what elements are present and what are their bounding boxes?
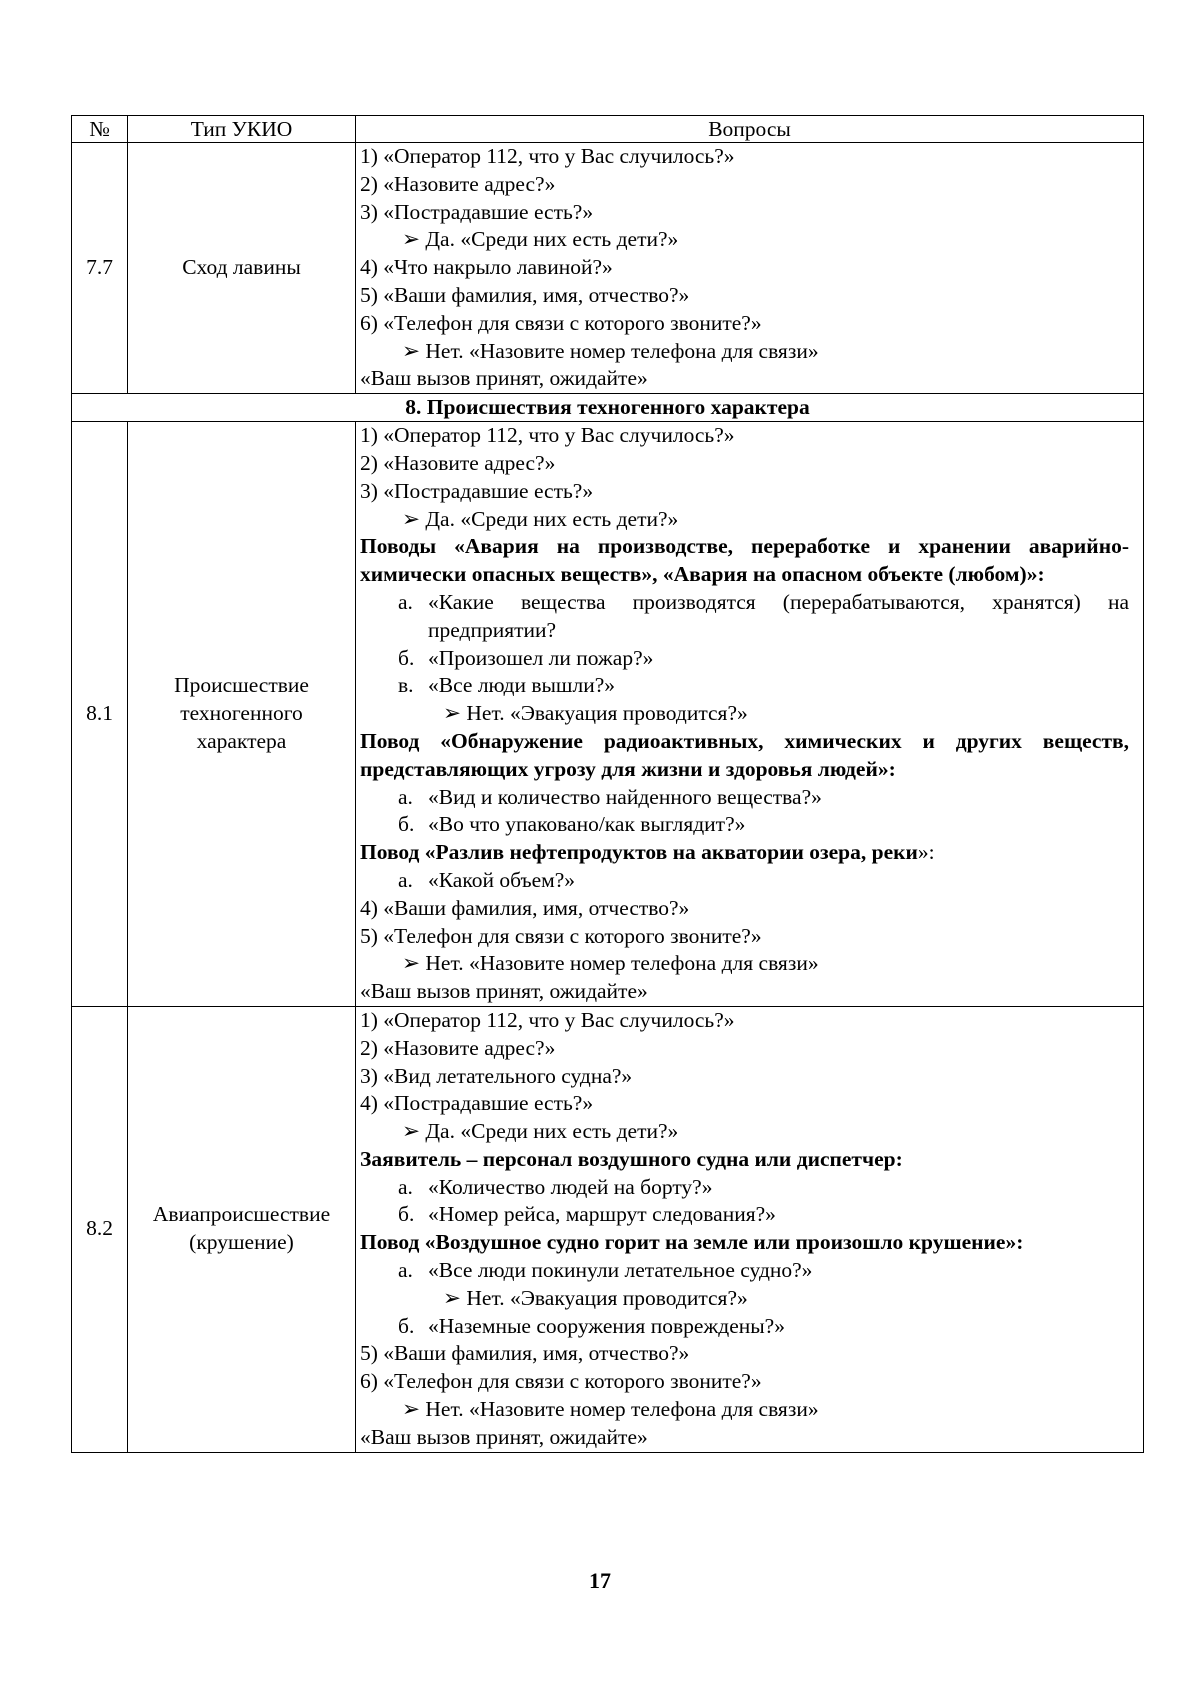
row-type: Сход лавины bbox=[128, 143, 356, 394]
sub-marker: в. bbox=[398, 673, 414, 698]
arrow-bullet-icon: ➢ bbox=[443, 1285, 462, 1310]
question-text: Да. «Среди них есть дети?» bbox=[425, 506, 679, 531]
sub-text: «Все люди покинули летательное судно?» bbox=[428, 1258, 813, 1283]
table-row-7-7 bbox=[72, 143, 1144, 394]
row-type-line: характера bbox=[196, 728, 287, 753]
question-text: Нет. «Назовите номер телефона для связи» bbox=[425, 1397, 819, 1422]
sub-marker: а. bbox=[398, 784, 413, 809]
question-line: 6) «Телефон для связи с которого звоните?» bbox=[360, 310, 762, 335]
question-line: 1) «Оператор 112, что у Вас случилось?» bbox=[360, 423, 735, 448]
row-type-line: Авиапроисшествие bbox=[152, 1202, 331, 1227]
arrow-line bbox=[360, 1285, 1129, 1313]
row-type-line: Происшествие bbox=[174, 673, 309, 698]
arrow-line bbox=[360, 1396, 1129, 1424]
question-text: Да. «Среди них есть дети?» bbox=[425, 227, 679, 252]
sub-marker: б. bbox=[398, 1202, 415, 1227]
question-line: 3) «Вид летательного судна?» bbox=[360, 1063, 633, 1088]
sub-item bbox=[360, 784, 1129, 812]
arrow-bullet-icon: ➢ bbox=[402, 1119, 421, 1144]
question-line: 2) «Назовите адрес?» bbox=[360, 1035, 556, 1060]
question-line: 1) «Оператор 112, что у Вас случилось?» bbox=[360, 1007, 735, 1032]
arrow-line bbox=[360, 950, 1129, 978]
table-row-8-1 bbox=[72, 422, 1144, 1007]
question-text: Да. «Среди них есть дети?» bbox=[425, 1119, 679, 1144]
sub-marker: а. bbox=[398, 1174, 413, 1199]
header-type: Тип УКИО bbox=[128, 116, 356, 143]
question-line: 6) «Телефон для связи с которого звоните?» bbox=[360, 1369, 762, 1394]
row-type-line: (крушение) bbox=[189, 1230, 294, 1255]
row-type bbox=[128, 422, 356, 1007]
arrow-bullet-icon: ➢ bbox=[402, 227, 421, 252]
row-type-line: техногенного bbox=[180, 701, 303, 726]
sub-marker: а. bbox=[398, 867, 413, 892]
sub-item bbox=[360, 867, 1129, 895]
sub-marker: а. bbox=[398, 1258, 413, 1283]
question-text: Нет. «Эвакуация проводится?» bbox=[466, 701, 748, 726]
arrow-bullet-icon: ➢ bbox=[402, 1397, 421, 1422]
question-line: 4) «Что накрыло лавиной?» bbox=[360, 255, 613, 280]
row-number: 7.7 bbox=[72, 143, 128, 394]
sub-text: «Количество людей на борту?» bbox=[428, 1174, 713, 1199]
question-text: Нет. «Назовите номер телефона для связи» bbox=[425, 338, 819, 363]
question-text: Нет. «Назовите номер телефона для связи» bbox=[425, 951, 819, 976]
arrow-line bbox=[360, 1118, 1129, 1146]
question-line: «Ваш вызов принят, ожидайте» bbox=[360, 979, 648, 1004]
arrow-line bbox=[360, 226, 1129, 254]
reason-heading bbox=[360, 839, 1129, 867]
section-row-8 bbox=[72, 394, 1144, 422]
sub-marker: б. bbox=[398, 1313, 415, 1338]
header-number: № bbox=[72, 116, 128, 143]
question-line: 2) «Назовите адрес?» bbox=[360, 450, 556, 475]
reason-heading: Повод «Обнаружение радиоактивных, химических и других веществ, представляющих угрозу для жизни и здоровья людей»: bbox=[360, 728, 1129, 781]
question-line: 4) «Ваши фамилия, имя, отчество?» bbox=[360, 895, 690, 920]
sub-text: «Номер рейса, маршрут следования?» bbox=[428, 1202, 776, 1227]
reason-heading: Повод «Воздушное судно горит на земле или произошло крушение»: bbox=[360, 1230, 1024, 1255]
arrow-bullet-icon: ➢ bbox=[402, 506, 421, 531]
question-line: «Ваш вызов принят, ожидайте» bbox=[360, 1424, 648, 1449]
table-row-8-2 bbox=[72, 1006, 1144, 1452]
sub-item bbox=[360, 589, 1129, 645]
header-questions: Вопросы bbox=[356, 116, 1144, 143]
sub-item bbox=[360, 811, 1129, 839]
question-line: 5) «Ваши фамилия, имя, отчество?» bbox=[360, 1341, 690, 1366]
row-questions bbox=[356, 1006, 1144, 1452]
arrow-bullet-icon: ➢ bbox=[402, 338, 421, 363]
arrow-line bbox=[360, 338, 1129, 366]
row-type bbox=[128, 1006, 356, 1452]
sub-marker: б. bbox=[398, 645, 415, 670]
table-header-row bbox=[72, 116, 1144, 143]
sub-text: «Наземные сооружения повреждены?» bbox=[428, 1313, 785, 1338]
question-line: 3) «Пострадавшие есть?» bbox=[360, 199, 594, 224]
sub-text: «Какие вещества производятся (перерабатываются, хранятся) на предприятии? bbox=[428, 589, 1129, 642]
sub-marker: б. bbox=[398, 812, 415, 837]
arrow-bullet-icon: ➢ bbox=[402, 951, 421, 976]
arrow-line bbox=[360, 700, 1129, 728]
questions-table bbox=[71, 115, 1144, 1453]
reason-heading-tail: »: bbox=[917, 840, 935, 865]
sub-marker: а. bbox=[398, 589, 413, 614]
reason-heading: химически опасных веществ», «Авария на опасном объекте (любом)»: bbox=[360, 562, 1045, 587]
question-line: 5) «Ваши фамилия, имя, отчество?» bbox=[360, 282, 690, 307]
section-title: 8. Происшествия техногенного характера bbox=[72, 394, 1144, 422]
sub-item bbox=[360, 672, 1129, 700]
applicant-heading: Заявитель – персонал воздушного судна или диспетчер: bbox=[360, 1146, 903, 1171]
question-line: 3) «Пострадавшие есть?» bbox=[360, 478, 594, 503]
sub-item bbox=[360, 1313, 1129, 1341]
question-line: «Ваш вызов принят, ожидайте» bbox=[360, 366, 648, 391]
row-questions bbox=[356, 143, 1144, 394]
sub-item bbox=[360, 645, 1129, 673]
row-number: 8.2 bbox=[72, 1006, 128, 1452]
question-line: 4) «Пострадавшие есть?» bbox=[360, 1091, 594, 1116]
reason-heading-bold: Повод «Разлив нефтепродуктов на акватории озера, реки bbox=[360, 840, 918, 865]
reason-heading: Поводы «Авария на производстве, переработке и хранении аварийно- bbox=[360, 534, 1129, 559]
question-line: 5) «Телефон для связи с которого звоните?» bbox=[360, 923, 762, 948]
question-line: 2) «Назовите адрес?» bbox=[360, 171, 556, 196]
page-number: 17 bbox=[589, 1568, 611, 1593]
question-text: Нет. «Эвакуация проводится?» bbox=[466, 1285, 748, 1310]
sub-text: «Вид и количество найденного вещества?» bbox=[428, 784, 822, 809]
sub-text: «Какой объем?» bbox=[428, 867, 576, 892]
sub-item bbox=[360, 1201, 1129, 1229]
sub-text: «Все люди вышли?» bbox=[428, 673, 616, 698]
arrow-line bbox=[360, 506, 1129, 534]
arrow-bullet-icon: ➢ bbox=[443, 701, 462, 726]
row-questions bbox=[356, 422, 1144, 1007]
sub-item bbox=[360, 1257, 1129, 1285]
sub-text: «Произошел ли пожар?» bbox=[428, 645, 654, 670]
question-line: 1) «Оператор 112, что у Вас случилось?» bbox=[360, 144, 735, 168]
sub-text: «Во что упаковано/как выглядит?» bbox=[428, 812, 746, 837]
row-number: 8.1 bbox=[72, 422, 128, 1007]
sub-item bbox=[360, 1174, 1129, 1202]
